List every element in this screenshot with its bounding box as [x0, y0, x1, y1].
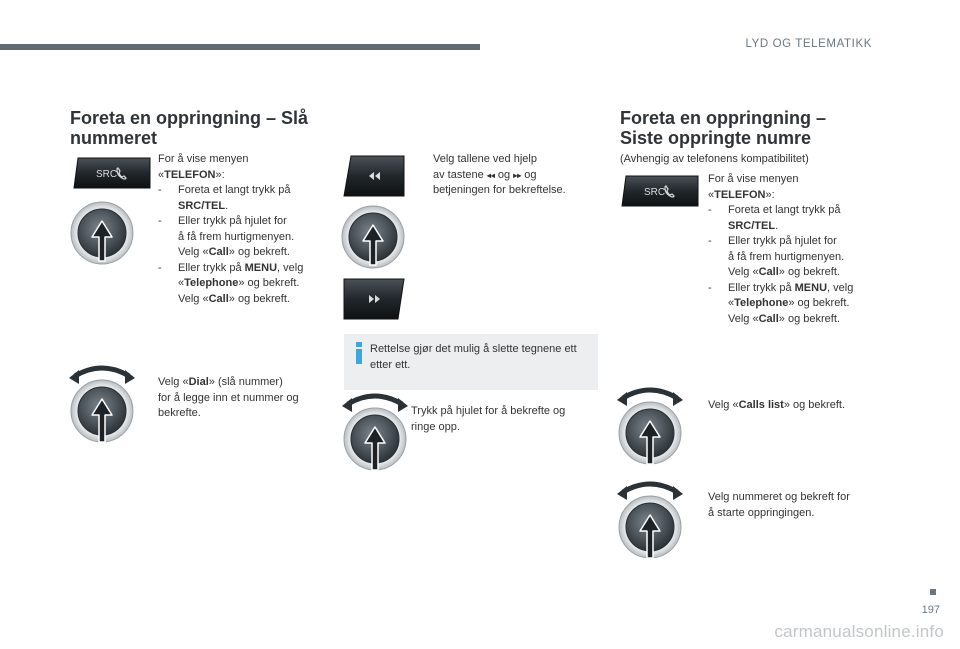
right-instructions: For å vise menyen «TELEFON»: - Foreta et langt trykk på SRC/TEL. - Eller trykk på hjulet for å få frem hurtigmenyen. Velg «Call» og bekreft. - Eller trykk på MENU, velg «Telephone» og bekreft. Velg «Call» og bekreft.	[708, 173, 854, 325]
left-title-line1: Foreta en oppringning – Slå	[70, 108, 309, 128]
rotary-knob-turn-icon[interactable]	[65, 362, 139, 448]
src-label: SRC	[644, 187, 666, 198]
step2-end: » og bekreft.	[778, 266, 840, 278]
rotary-knob-icon[interactable]	[341, 205, 405, 269]
left-dial-instructions	[158, 375, 333, 422]
step3-telephone: Telephone	[734, 297, 789, 309]
src-tel-button[interactable]	[72, 156, 152, 190]
info-note	[344, 334, 598, 390]
step3-post: , velg	[277, 261, 304, 274]
rotary-knob-turn-icon[interactable]	[613, 384, 687, 470]
step2-line2: å få frem hurtigmenyen.	[178, 230, 295, 243]
calls-pre: Velg «	[708, 399, 739, 411]
right-title-line1: Foreta en oppringning –	[620, 108, 826, 128]
intro-text: For å vise menyen	[158, 153, 249, 165]
rewind-button[interactable]	[343, 155, 405, 197]
step1-text: Foreta et langt trykk på	[728, 204, 841, 216]
rotary-knob-turn-icon[interactable]	[338, 390, 412, 476]
mid-line2a: av tastene	[433, 168, 487, 181]
select-line2: å starte oppringingen.	[708, 506, 815, 519]
step3-velg: Velg «	[728, 312, 759, 325]
middle-instructions	[433, 152, 603, 199]
step3-pre: Eller trykk på	[728, 281, 795, 294]
rotary-knob-icon[interactable]	[70, 201, 134, 265]
src-tel-button[interactable]	[620, 174, 700, 208]
src-label: SRC	[96, 169, 118, 180]
step1-key: SRC/TEL	[728, 219, 776, 232]
step3-end2: » og bekreft.	[778, 312, 840, 325]
step2-velg: Velg «	[178, 246, 209, 258]
select-line1: Velg nummeret og bekreft for	[708, 491, 850, 503]
watermark: carmanualsonline.info	[774, 622, 944, 641]
step3-call: Call	[758, 312, 779, 325]
mid-line2b: og	[494, 168, 514, 181]
info-note-text: Rettelse gjør det mulig å slette tegnene ett etter ett.	[370, 343, 577, 371]
step2-call: Call	[758, 266, 779, 278]
dial-line3: bekrefte.	[158, 407, 201, 419]
page-number: 197	[921, 604, 940, 616]
rotary-knob-turn-icon[interactable]	[613, 478, 687, 564]
step1-key: SRC/TEL	[178, 199, 226, 212]
left-instructions: For å vise menyen «TELEFON»: - Foreta et langt trykk på SRC/TEL. - Eller trykk på hjulet for å få frem hurtigmenyen. Velg «Call» og bekreft. - Eller trykk på MENU, velg «Telephone» og bekreft. Velg «Call» og bekreft.	[158, 153, 304, 305]
step2-end: » og bekreft.	[228, 246, 290, 258]
step3-end: » og bekreft.	[238, 277, 300, 289]
step3-key: MENU	[794, 281, 828, 294]
step2-call: Call	[208, 246, 229, 258]
left-title-line2: nummeret	[70, 128, 158, 148]
calls-list-label: Calls list	[738, 399, 784, 411]
dial-pre: Velg «	[158, 376, 189, 388]
info-icon	[353, 342, 367, 364]
step2-line1: Eller trykk på hjulet for	[728, 235, 837, 247]
step3-post: , velg	[827, 281, 854, 294]
confirm-line2: ringe opp.	[411, 420, 460, 433]
menu-name: TELEFON	[714, 188, 766, 201]
dial-line2: for å legge inn et nummer og	[158, 391, 299, 404]
page-marker	[930, 589, 936, 595]
mid-line2c: og	[521, 168, 537, 181]
mid-line3: betjeningen for bekreftelse.	[433, 184, 566, 196]
dial-label: Dial	[188, 376, 209, 388]
confirm-line1: Trykk på hjulet for å bekrefte og	[411, 405, 566, 417]
step2-line2: å få frem hurtigmenyen.	[728, 250, 845, 263]
right-select-instructions	[708, 490, 888, 521]
forward-glyph: ▸▸	[513, 170, 522, 180]
dial-post: » (slå nummer)	[208, 376, 283, 388]
calls-post: » og bekreft.	[783, 399, 845, 411]
section-header: LYD OG TELEMATIKK	[745, 38, 872, 50]
right-subtitle: (Avhengig av telefonens kompatibilitet)	[620, 153, 809, 165]
step3-pre: Eller trykk på	[178, 261, 245, 274]
step2-velg: Velg «	[728, 266, 759, 278]
step3-velg: Velg «	[178, 292, 209, 305]
rewind-glyph: ◂◂	[486, 170, 495, 180]
step3-call: Call	[208, 292, 229, 305]
step3-key: MENU	[244, 261, 278, 274]
right-calls-list-instructions	[708, 398, 888, 414]
top-bar	[0, 44, 480, 50]
right-title-line2: Siste oppringte numre	[620, 128, 812, 148]
middle-confirm-instructions	[411, 404, 596, 435]
step3-end2: » og bekreft.	[228, 292, 290, 305]
menu-name: TELEFON	[164, 168, 216, 181]
step2-line1: Eller trykk på hjulet for	[178, 215, 287, 227]
step3-end: » og bekreft.	[788, 297, 850, 309]
step1-text: Foreta et langt trykk på	[178, 184, 291, 196]
step3-telephone: Telephone	[184, 277, 239, 289]
fast-forward-button[interactable]	[343, 278, 405, 320]
mid-line1: Velg tallene ved hjelp	[433, 153, 537, 165]
left-title	[70, 108, 340, 148]
right-title	[620, 108, 900, 148]
intro-text: For å vise menyen	[708, 173, 799, 185]
